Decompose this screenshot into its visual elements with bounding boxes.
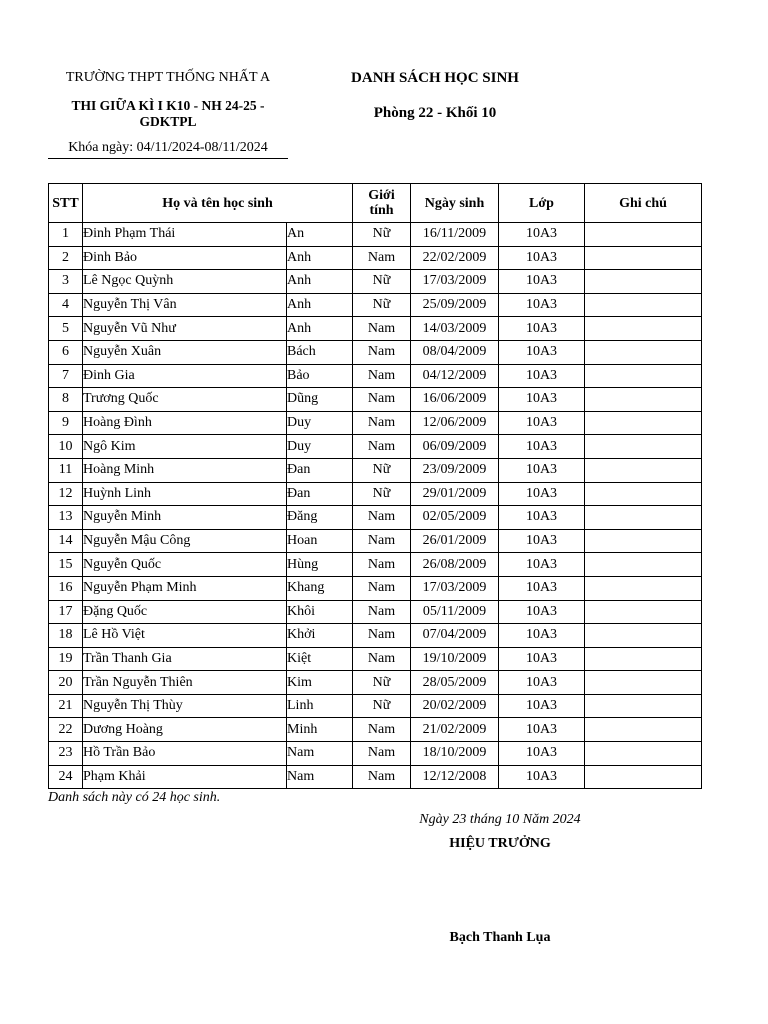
cell-last-name: Nguyễn Quốc xyxy=(83,553,287,577)
table-row xyxy=(49,270,702,294)
cell-last-name: Nguyễn Minh xyxy=(83,506,287,530)
cell-first-name: Dũng xyxy=(287,388,353,412)
cell-class: 10A3 xyxy=(499,223,585,247)
cell-class: 10A3 xyxy=(499,364,585,388)
cell-dob: 18/10/2009 xyxy=(411,742,499,766)
cell-dob: 02/05/2009 xyxy=(411,506,499,530)
cell-class: 10A3 xyxy=(499,576,585,600)
cell-note xyxy=(585,317,702,341)
cell-first-name: Đăng xyxy=(287,506,353,530)
cell-class: 10A3 xyxy=(499,742,585,766)
cell-last-name: Nguyễn Xuân xyxy=(83,340,287,364)
cell-gender: Nam xyxy=(353,553,411,577)
cell-dob: 23/09/2009 xyxy=(411,458,499,482)
cell-first-name: Khôi xyxy=(287,600,353,624)
cell-dob: 12/06/2009 xyxy=(411,411,499,435)
cell-last-name: Huỳnh Linh xyxy=(83,482,287,506)
cell-dob: 07/04/2009 xyxy=(411,624,499,648)
cell-last-name: Nguyễn Thị Thùy xyxy=(83,694,287,718)
cell-dob: 20/02/2009 xyxy=(411,694,499,718)
cell-gender: Nữ xyxy=(353,223,411,247)
cell-gender: Nam xyxy=(353,624,411,648)
cell-gender: Nam xyxy=(353,600,411,624)
table-row xyxy=(49,718,702,742)
cell-class: 10A3 xyxy=(499,435,585,459)
table-row xyxy=(49,293,702,317)
cell-note xyxy=(585,647,702,671)
cell-note xyxy=(585,624,702,648)
cell-gender: Nam xyxy=(353,506,411,530)
cell-stt: 22 xyxy=(49,718,83,742)
room-label: Phòng 22 - Khối 10 xyxy=(373,105,497,121)
cell-gender: Nam xyxy=(353,718,411,742)
header-class: Lớp xyxy=(499,184,585,223)
cell-dob: 08/04/2009 xyxy=(411,340,499,364)
table-body xyxy=(49,223,702,789)
cell-stt: 8 xyxy=(49,388,83,412)
cell-gender: Nam xyxy=(353,529,411,553)
cell-first-name: Nam xyxy=(287,765,353,789)
cell-stt: 18 xyxy=(49,624,83,648)
cell-first-name: Đan xyxy=(287,458,353,482)
cell-first-name: Đan xyxy=(287,482,353,506)
cell-class: 10A3 xyxy=(499,671,585,695)
cell-stt: 7 xyxy=(49,364,83,388)
cell-last-name: Trần Nguyễn Thiên xyxy=(83,671,287,695)
cell-first-name: Duy xyxy=(287,411,353,435)
cell-class: 10A3 xyxy=(499,458,585,482)
signing-date: Ngày 23 tháng 10 Năm 2024 xyxy=(419,812,581,827)
table-row xyxy=(49,411,702,435)
cell-gender: Nam xyxy=(353,411,411,435)
cell-class: 10A3 xyxy=(499,718,585,742)
cell-note xyxy=(585,435,702,459)
cell-last-name: Dương Hoàng xyxy=(83,718,287,742)
cell-last-name: Hồ Trần Bảo xyxy=(83,742,287,766)
cell-last-name: Phạm Khải xyxy=(83,765,287,789)
cell-last-name: Đặng Quốc xyxy=(83,600,287,624)
cell-class: 10A3 xyxy=(499,506,585,530)
cell-first-name: Kim xyxy=(287,671,353,695)
cell-note xyxy=(585,482,702,506)
cell-stt: 2 xyxy=(49,246,83,270)
cell-note xyxy=(585,246,702,270)
cell-note xyxy=(585,364,702,388)
cell-note xyxy=(585,694,702,718)
cell-last-name: Đinh Phạm Thái xyxy=(83,223,287,247)
cell-stt: 14 xyxy=(49,529,83,553)
cell-first-name: Duy xyxy=(287,435,353,459)
cell-class: 10A3 xyxy=(499,624,585,648)
table-row xyxy=(49,694,702,718)
cell-last-name: Nguyễn Phạm Minh xyxy=(83,576,287,600)
cell-first-name: Khởi xyxy=(287,624,353,648)
exam-title-line1: THI GIỮA KÌ I K10 - NH 24-25 - xyxy=(71,98,265,113)
cell-note xyxy=(585,411,702,435)
cell-stt: 19 xyxy=(49,647,83,671)
cell-gender: Nữ xyxy=(353,270,411,294)
cell-stt: 20 xyxy=(49,671,83,695)
cell-dob: 06/09/2009 xyxy=(411,435,499,459)
cell-gender: Nữ xyxy=(353,293,411,317)
cell-class: 10A3 xyxy=(499,482,585,506)
cell-note xyxy=(585,388,702,412)
cell-gender: Nam xyxy=(353,765,411,789)
cell-note xyxy=(585,576,702,600)
signer-title: HIỆU TRƯỞNG xyxy=(449,836,551,851)
header-gender-line2: tính xyxy=(369,203,394,218)
table-row xyxy=(49,435,702,459)
cell-first-name: Hùng xyxy=(287,553,353,577)
cell-dob: 14/03/2009 xyxy=(411,317,499,341)
table-row xyxy=(49,600,702,624)
cell-class: 10A3 xyxy=(499,647,585,671)
cell-note xyxy=(585,671,702,695)
student-table xyxy=(48,183,702,789)
cell-last-name: Hoàng Đình xyxy=(83,411,287,435)
header-name: Họ và tên học sinh xyxy=(83,184,353,223)
cell-dob: 17/03/2009 xyxy=(411,576,499,600)
cell-note xyxy=(585,293,702,317)
cell-last-name: Trương Quốc xyxy=(83,388,287,412)
cell-gender: Nữ xyxy=(353,458,411,482)
cell-gender: Nam xyxy=(353,317,411,341)
cell-class: 10A3 xyxy=(499,553,585,577)
cell-last-name: Trần Thanh Gia xyxy=(83,647,287,671)
cell-class: 10A3 xyxy=(499,293,585,317)
cell-gender: Nữ xyxy=(353,694,411,718)
cell-class: 10A3 xyxy=(499,411,585,435)
cell-dob: 04/12/2009 xyxy=(411,364,499,388)
cell-dob: 12/12/2008 xyxy=(411,765,499,789)
cell-class: 10A3 xyxy=(499,765,585,789)
table-row xyxy=(49,765,702,789)
cell-gender: Nam xyxy=(353,576,411,600)
cell-gender: Nam xyxy=(353,742,411,766)
cell-last-name: Ngô Kim xyxy=(83,435,287,459)
table-row xyxy=(49,671,702,695)
table-row xyxy=(49,458,702,482)
cell-first-name: Anh xyxy=(287,293,353,317)
cell-first-name: Bảo xyxy=(287,364,353,388)
cell-dob: 26/01/2009 xyxy=(411,529,499,553)
exam-title-line2: GDKTPL xyxy=(139,114,197,129)
cell-dob: 16/11/2009 xyxy=(411,223,499,247)
cell-last-name: Hoàng Minh xyxy=(83,458,287,482)
cell-first-name: Nam xyxy=(287,742,353,766)
cell-first-name: Linh xyxy=(287,694,353,718)
table-row xyxy=(49,647,702,671)
document-title: DANH SÁCH HỌC SINH xyxy=(351,70,519,86)
table-row xyxy=(49,742,702,766)
table-row xyxy=(49,553,702,577)
header-dob: Ngày sinh xyxy=(411,184,499,223)
school-name: TRƯỜNG THPT THỐNG NHẤT A xyxy=(65,70,271,85)
table-header xyxy=(49,184,702,223)
cell-last-name: Nguyễn Thị Vân xyxy=(83,293,287,317)
cell-last-name: Đinh Bảo xyxy=(83,246,287,270)
cell-note xyxy=(585,340,702,364)
cell-last-name: Nguyễn Mậu Công xyxy=(83,529,287,553)
cell-class: 10A3 xyxy=(499,600,585,624)
cell-stt: 13 xyxy=(49,506,83,530)
cell-stt: 17 xyxy=(49,600,83,624)
cell-dob: 29/01/2009 xyxy=(411,482,499,506)
cell-stt: 15 xyxy=(49,553,83,577)
cell-note xyxy=(585,506,702,530)
cell-first-name: Khang xyxy=(287,576,353,600)
cell-dob: 22/02/2009 xyxy=(411,246,499,270)
cell-class: 10A3 xyxy=(499,529,585,553)
cell-class: 10A3 xyxy=(499,388,585,412)
header-gender xyxy=(353,184,411,223)
cell-last-name: Lê Ngọc Quỳnh xyxy=(83,270,287,294)
cell-stt: 23 xyxy=(49,742,83,766)
cell-gender: Nam xyxy=(353,364,411,388)
table-row xyxy=(49,340,702,364)
cell-first-name: Hoan xyxy=(287,529,353,553)
header-stt: STT xyxy=(49,184,83,223)
cell-dob: 19/10/2009 xyxy=(411,647,499,671)
cell-note xyxy=(585,458,702,482)
cell-class: 10A3 xyxy=(499,340,585,364)
cell-gender: Nữ xyxy=(353,482,411,506)
cell-class: 10A3 xyxy=(499,694,585,718)
table-row xyxy=(49,223,702,247)
cell-first-name: Anh xyxy=(287,246,353,270)
cell-first-name: An xyxy=(287,223,353,247)
cell-note xyxy=(585,742,702,766)
table-row xyxy=(49,529,702,553)
cell-class: 10A3 xyxy=(499,317,585,341)
cell-last-name: Lê Hồ Việt xyxy=(83,624,287,648)
table-row xyxy=(49,624,702,648)
cell-stt: 12 xyxy=(49,482,83,506)
cell-stt: 4 xyxy=(49,293,83,317)
cell-dob: 25/09/2009 xyxy=(411,293,499,317)
cell-class: 10A3 xyxy=(499,270,585,294)
cell-gender: Nam xyxy=(353,435,411,459)
table-row xyxy=(49,317,702,341)
cell-first-name: Kiệt xyxy=(287,647,353,671)
summary-text: Danh sách này có 24 học sinh. xyxy=(48,790,221,805)
cell-last-name: Đinh Gia xyxy=(83,364,287,388)
cell-stt: 11 xyxy=(49,458,83,482)
cell-note xyxy=(585,270,702,294)
cell-stt: 3 xyxy=(49,270,83,294)
cell-note xyxy=(585,529,702,553)
cell-stt: 24 xyxy=(49,765,83,789)
cell-gender: Nữ xyxy=(353,671,411,695)
table-row xyxy=(49,506,702,530)
table-row xyxy=(49,246,702,270)
cell-stt: 21 xyxy=(49,694,83,718)
header-note: Ghi chú xyxy=(585,184,702,223)
cell-first-name: Minh xyxy=(287,718,353,742)
cell-note xyxy=(585,765,702,789)
exam-title xyxy=(48,98,288,130)
cell-note xyxy=(585,223,702,247)
cell-note xyxy=(585,718,702,742)
cell-dob: 28/05/2009 xyxy=(411,671,499,695)
cell-dob: 17/03/2009 xyxy=(411,270,499,294)
cell-dob: 21/02/2009 xyxy=(411,718,499,742)
cell-stt: 1 xyxy=(49,223,83,247)
cell-gender: Nam xyxy=(353,340,411,364)
cell-stt: 9 xyxy=(49,411,83,435)
cell-note xyxy=(585,600,702,624)
cell-dob: 26/08/2009 xyxy=(411,553,499,577)
table-row xyxy=(49,576,702,600)
cell-note xyxy=(585,553,702,577)
exam-dates: Khóa ngày: 04/11/2024-08/11/2024 xyxy=(48,140,288,159)
cell-stt: 6 xyxy=(49,340,83,364)
cell-gender: Nam xyxy=(353,647,411,671)
cell-last-name: Nguyễn Vũ Như xyxy=(83,317,287,341)
cell-first-name: Anh xyxy=(287,270,353,294)
table-row xyxy=(49,482,702,506)
cell-first-name: Anh xyxy=(287,317,353,341)
cell-gender: Nam xyxy=(353,246,411,270)
cell-dob: 16/06/2009 xyxy=(411,388,499,412)
cell-dob: 05/11/2009 xyxy=(411,600,499,624)
cell-stt: 16 xyxy=(49,576,83,600)
cell-stt: 5 xyxy=(49,317,83,341)
signer-name: Bạch Thanh Lụa xyxy=(449,930,551,945)
cell-class: 10A3 xyxy=(499,246,585,270)
table-row xyxy=(49,388,702,412)
table-row xyxy=(49,364,702,388)
cell-stt: 10 xyxy=(49,435,83,459)
header-gender-line1: Giới xyxy=(368,188,395,203)
cell-first-name: Bách xyxy=(287,340,353,364)
cell-gender: Nam xyxy=(353,388,411,412)
